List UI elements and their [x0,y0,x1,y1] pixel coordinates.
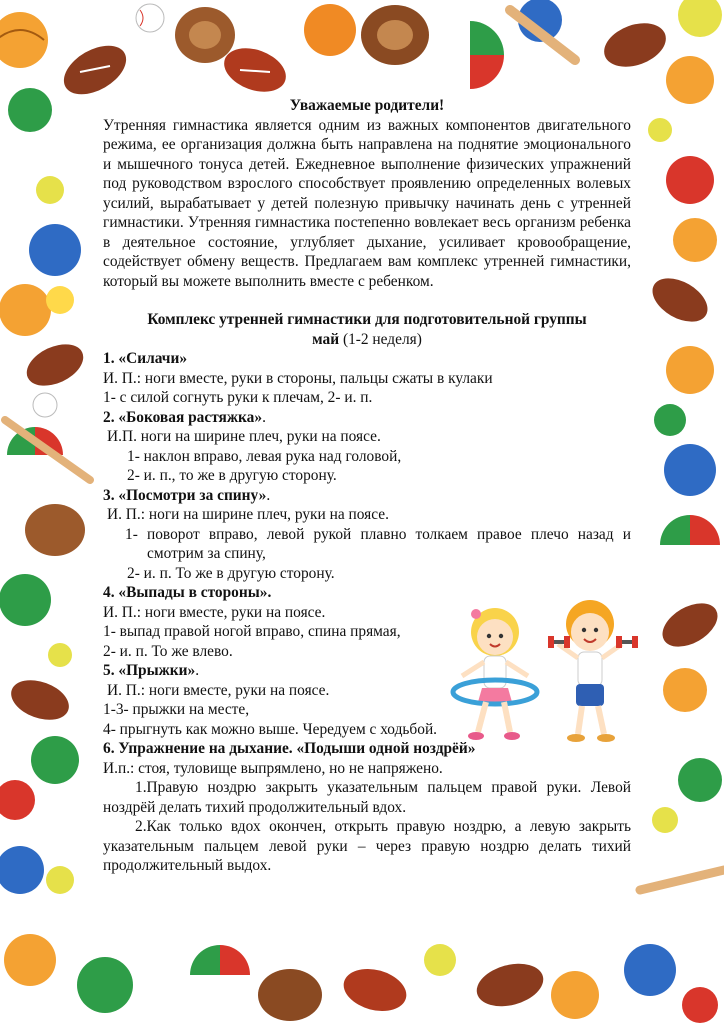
ball-icon [304,4,356,56]
football-icon [598,15,672,74]
ball-icon [678,0,722,37]
football-icon [655,594,724,655]
glove-icon [25,504,85,556]
exercise-2-title-end: . [262,408,266,426]
ball-icon [664,444,716,496]
exercise-2-title: 2. «Боковая растяжка» [103,408,263,426]
ball-icon [663,668,707,712]
football-icon [20,336,90,394]
ball-icon [0,12,48,68]
dumbbell-icon [616,636,638,648]
spacer [103,291,631,310]
football-icon [6,673,75,727]
exercise-5-ip: И. П.: ноги вместе, руки на поясе. [107,681,330,699]
ball-icon [424,944,456,976]
exercise-4-step-1: 1- выпад правой ногой вправо, спина прямая, [103,623,401,640]
boy-figure [548,600,638,742]
exercise-1-title: 1. «Силачи» [103,350,188,367]
ball-icon [648,118,672,142]
exercise-5-step-2: 4- прыгнуть как можно выше. Чередуем с ходьбой. [103,720,438,738]
exercise-3-title: 3. «Посмотри за спину» [103,486,267,504]
ball-icon [48,643,72,667]
exercise-3-ip: И. П.: ноги на ширине плеч, руки на поясе. [107,506,389,523]
football-icon [645,269,715,330]
ball-icon [46,866,74,894]
complex-title: Комплекс утренней гимнастики для подготовительной группы [147,311,587,328]
football-icon [339,962,411,1017]
glove-icon [175,7,235,63]
beach-ball-icon [436,21,504,89]
ball-icon [46,286,74,314]
ball-icon [666,156,714,204]
exercise-2-ip: И.П. ноги на ширине плеч, руки на поясе. [107,428,381,445]
beach-ball-icon [190,945,250,1005]
ball-icon [624,944,676,996]
ball-icon [673,218,717,262]
children-exercising-illustration [440,592,640,752]
page-heading: Уважаемые родители! [289,97,445,114]
complex-period [103,330,631,350]
glove-icon [361,5,429,65]
ball-icon [29,224,81,276]
exercise-4-step-2: 2- и. п. То же влево. [103,642,233,660]
exercise-1-ip: И. П.: ноги вместе, руки в стороны, пальцы сжаты в кулаки [103,369,493,387]
exercise-5-title: 5. «Прыжки» [103,662,196,679]
ball-icon [77,957,133,1013]
ball-icon [31,736,79,784]
ball-icon [682,987,718,1023]
exercise-4-ip: И. П.: ноги вместе, руки на поясе. [103,603,326,621]
ball-icon [0,846,44,894]
ball-icon [678,758,722,802]
ball-icon [0,284,51,336]
baseball-icon [33,393,57,417]
exercise-2-title-line [103,408,631,428]
bat-icon [640,870,724,890]
football-icon [472,957,548,1013]
exercise-6-ip: И.п.: стоя, туловище выпрямлено, но не напряжено. [103,759,443,777]
baseball-icon [136,4,164,32]
ball-icon [8,88,52,132]
ball-icon [666,346,714,394]
ball-icon [36,176,64,204]
intro-paragraph: Утренняя гимнастика является одним из важных компонентов двигательного режима, ее организация должна быть направлена на поднятие эмоционального и мышечного тонуса детей. Ежедневное выполнение физических упражнений под руководством взрослого способствует проявлению определенных волевых усилий, вырабатывает у детей полезную привычку начинать день с утренней гимнастики. Утренняя гимнастика постепенно вовлекает весь организм ребенка в деятельное состояние, углубляет дыхание, усиливает кровообращение, содействует обмену веществ. Предлагаем вам комплекс утренней гимнастики, который вы можете выполнить вместе с ребенком. [103,116,631,290]
ball-icon [666,56,714,104]
ball-icon [4,934,56,986]
weeks-label: (1-2 неделя) [339,330,422,348]
exercise-5-title-end: . [195,662,200,679]
exercise-4-title: 4. «Выпады в стороны». [103,584,272,601]
exercise-6-step-1: 1.Правую ноздрю закрыть указательным пальцем правой руки. Левой ноздрёй делать тихий продолжительный вдох. [103,779,631,816]
exercise-3-step-2: 2- и. п. То же в другую сторону. [127,564,335,582]
exercise-3-title-line [103,486,631,506]
ball-icon [551,971,599,1019]
glove-icon [258,969,322,1021]
leaflet-content [103,96,631,876]
exercise-3-step-1: 1- поворот вправо, левой рукой плавно толкаем правое плечо назад и смотрим за спину, [125,525,631,562]
exercise-6-title: 6. Упражнение на дыхание. «Подыши одной ноздрёй» [103,740,476,757]
exercise-6-step-2: 2.Как только вдох окончен, открыть правую ноздрю, а левую закрыть указательным пальцем левой руки – через правую ноздрю делать тихий продолжительный выдох. [103,818,631,874]
exercise-2-step-1: 1- наклон вправо, левая рука над головой, [127,447,402,465]
month-label: май [312,330,340,348]
girl-figure [453,608,537,740]
ball-icon [0,574,51,626]
ball-icon [652,807,678,833]
exercise-2-step-2: 2- и. п., то же в другую сторону. [127,467,337,484]
beach-ball-icon [660,515,720,575]
exercise-1-step: 1- с силой согнуть руки к плечам, 2- и. п. [103,389,373,406]
ball-icon [654,404,686,436]
exercise-3-title-end: . [266,486,271,504]
ball-icon [0,780,35,820]
exercise-5-step-1: 1-3- прыжки на месте, [103,701,250,718]
